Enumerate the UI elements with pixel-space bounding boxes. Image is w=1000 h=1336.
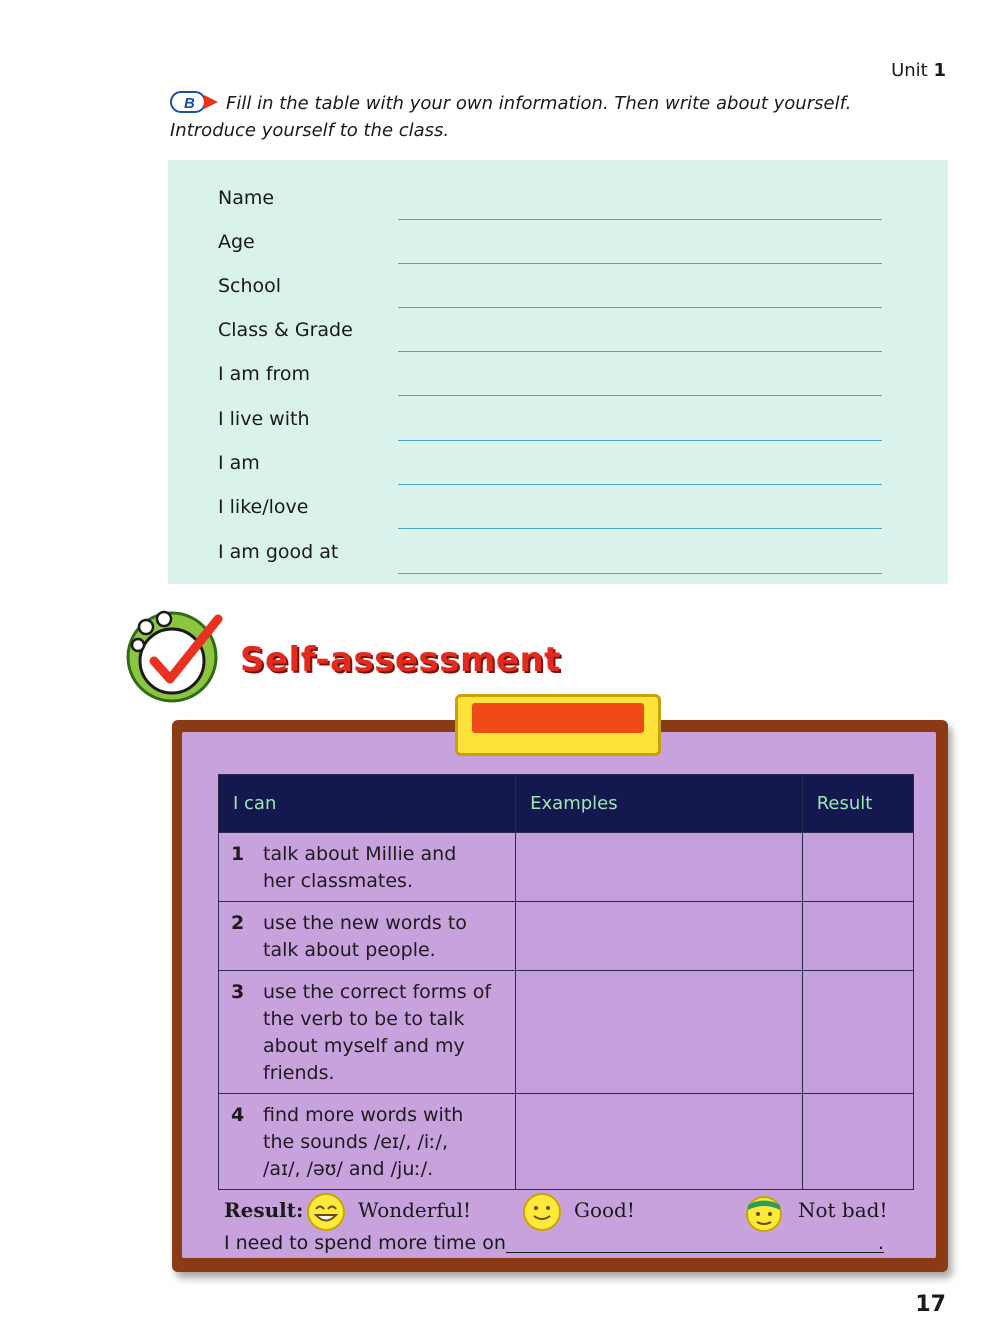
examples-cell[interactable]	[516, 902, 803, 971]
spend-more-time-text: I need to spend more time on	[224, 1232, 506, 1254]
info-label: School	[218, 275, 282, 297]
write-line[interactable]	[398, 395, 882, 396]
info-label: Name	[218, 187, 275, 209]
examples-cell[interactable]	[516, 1094, 803, 1190]
column-header-examples: Examples	[516, 775, 803, 833]
info-table	[168, 160, 948, 584]
write-line[interactable]	[398, 440, 882, 441]
row-text: find more words with the sounds /eɪ/, /iː/, /aɪ/, /əʊ/ and /juː/.	[263, 1104, 464, 1180]
row-number: 3	[231, 981, 245, 1003]
instruction	[170, 90, 910, 144]
row-text: use the new words to talk about people.	[263, 912, 467, 961]
unit-word: Unit	[891, 60, 928, 81]
info-label: I like/love	[218, 496, 309, 518]
assessment-table	[218, 774, 914, 1190]
spend-more-time-line[interactable]	[506, 1252, 884, 1253]
info-label: Class & Grade	[218, 319, 353, 341]
info-row-live-with	[218, 406, 898, 450]
activity-b-letter: B	[184, 95, 195, 112]
not-bad-face-icon	[744, 1192, 784, 1232]
write-line[interactable]	[398, 573, 882, 574]
info-label: I am	[218, 452, 260, 474]
result-cell[interactable]	[802, 1094, 913, 1190]
wonderful-face-icon	[306, 1192, 346, 1232]
table-row	[219, 1094, 914, 1190]
result-label: Result:	[224, 1198, 304, 1222]
result-cell[interactable]	[802, 902, 913, 971]
write-line[interactable]	[398, 351, 882, 352]
row-number: 4	[231, 1104, 245, 1126]
assessment-board	[172, 720, 948, 1272]
board-surface	[182, 732, 936, 1258]
column-header-result: Result	[802, 775, 913, 833]
table-header-row	[219, 775, 914, 833]
examples-cell[interactable]	[516, 971, 803, 1094]
row-number: 2	[231, 912, 245, 934]
activity-b-badge-icon	[170, 91, 220, 113]
page-number: 17	[915, 1292, 946, 1317]
write-line[interactable]	[398, 528, 882, 529]
result-good: Good!	[574, 1198, 635, 1222]
info-row-school	[218, 273, 898, 317]
info-label: I am good at	[218, 541, 339, 563]
info-row-good-at	[218, 539, 898, 583]
can-cell	[219, 833, 516, 902]
good-face-icon	[522, 1192, 562, 1232]
board-clip	[455, 694, 661, 756]
self-assessment-check-icon	[120, 605, 230, 703]
info-row-from	[218, 361, 898, 405]
write-line[interactable]	[398, 263, 882, 264]
write-line[interactable]	[398, 484, 882, 485]
write-line[interactable]	[398, 219, 882, 220]
info-label: Age	[218, 231, 255, 253]
row-text: use the correct forms of the verb to be to talk about myself and my friends.	[263, 981, 492, 1084]
result-legend	[224, 1192, 914, 1232]
info-row-class-grade	[218, 317, 898, 361]
table-row	[219, 971, 914, 1094]
result-cell[interactable]	[802, 833, 913, 902]
spend-more-time-period: .	[878, 1232, 885, 1254]
self-assessment-title: Self-assessment	[240, 640, 561, 680]
row-number: 1	[231, 843, 245, 865]
result-not-bad: Not bad!	[798, 1198, 888, 1222]
row-text: talk about Millie and her classmates.	[263, 843, 457, 892]
info-row-like-love	[218, 494, 898, 538]
info-row-name	[218, 185, 898, 229]
can-cell	[219, 902, 516, 971]
can-cell	[219, 1094, 516, 1190]
table-row	[219, 902, 914, 971]
table-row	[219, 833, 914, 902]
instruction-text: Fill in the table with your own information. Then write about yourself. Introduce yourself to the class.	[170, 93, 852, 141]
unit-number: 1	[933, 60, 946, 81]
board-clip-plate	[472, 703, 644, 733]
can-cell	[219, 971, 516, 1094]
result-cell[interactable]	[802, 971, 913, 1094]
column-header-i-can: I can	[219, 775, 516, 833]
info-row-i-am	[218, 450, 898, 494]
write-line[interactable]	[398, 307, 882, 308]
result-wonderful: Wonderful!	[358, 1198, 472, 1222]
info-row-age	[218, 229, 898, 273]
unit-label	[891, 60, 946, 81]
info-label: I live with	[218, 408, 310, 430]
examples-cell[interactable]	[516, 833, 803, 902]
info-label: I am from	[218, 363, 311, 385]
